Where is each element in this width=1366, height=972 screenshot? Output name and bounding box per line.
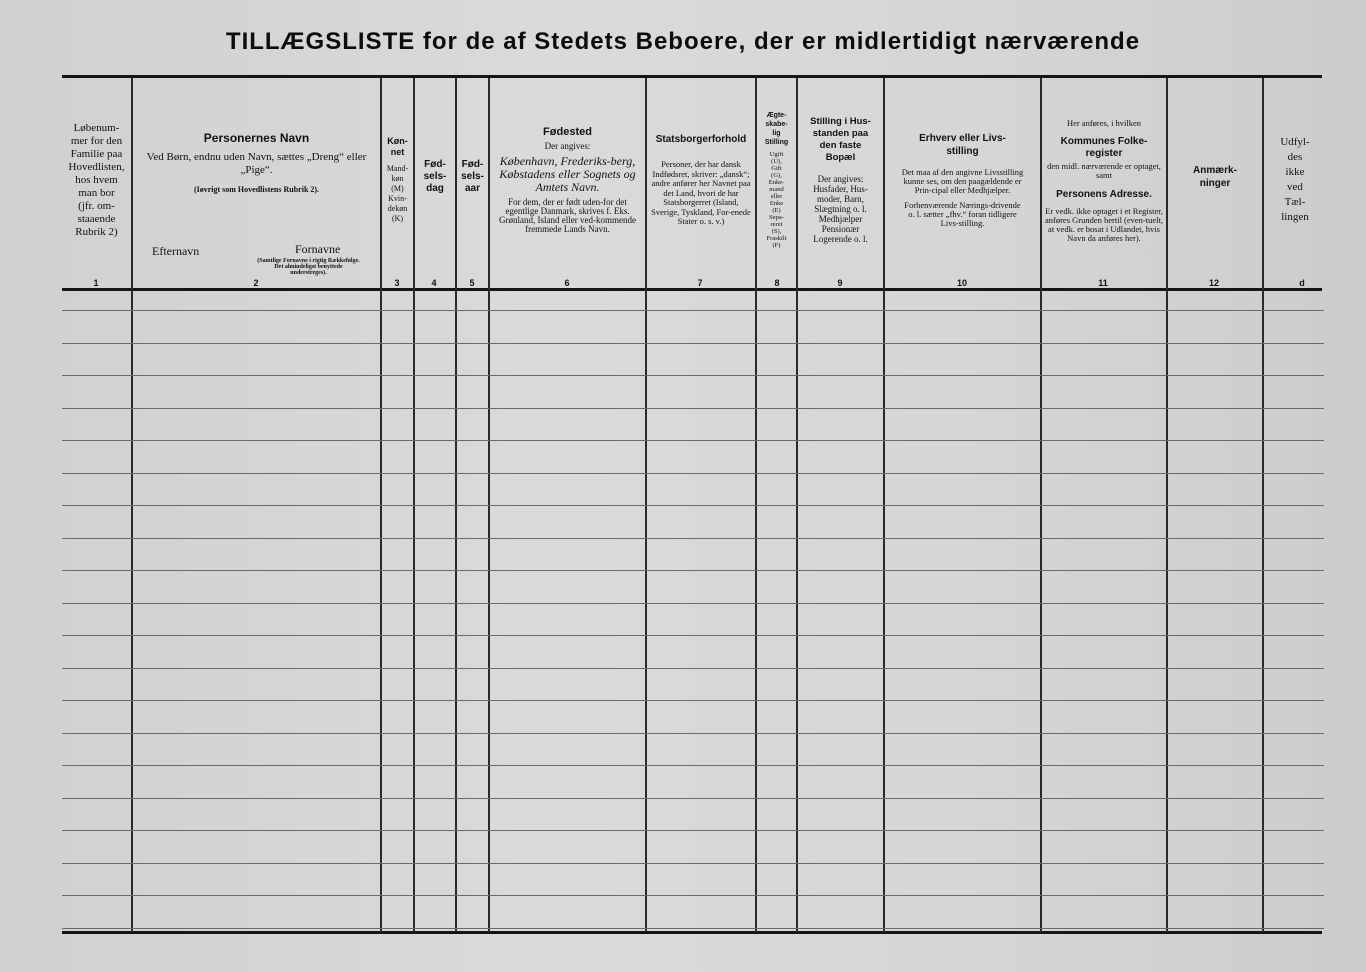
- col7-number: 7: [697, 278, 703, 288]
- row-line: [62, 635, 1324, 636]
- cold-header: [1264, 82, 1326, 278]
- col10-text1: Det maa af den angivne Livsstilling kunne ses, om den paagældende er Prin-cipal eller Medhjælper.: [901, 167, 1024, 195]
- col5-number: 5: [469, 278, 475, 288]
- row-line: [62, 668, 1324, 669]
- col6-header: [490, 82, 645, 278]
- col4-header: [415, 82, 455, 278]
- header-rule: [62, 288, 1322, 291]
- col11-number: 11: [1098, 278, 1108, 288]
- col12-number: 12: [1208, 278, 1219, 288]
- row-line: [62, 863, 1324, 864]
- col12-title: Anmærk- ninger: [1193, 165, 1237, 189]
- row-line: [62, 408, 1324, 409]
- col8-title: Ægte- skabe- lig Stilling: [764, 112, 789, 146]
- row-line: [62, 895, 1324, 896]
- col11-text: Er vedk. ikke optaget i et Register, anføres Grunden hertil (even-tuelt, at vedk. er bosat i Udlandet, hvis Navn da anføres her).: [1044, 205, 1163, 243]
- row-line: [62, 830, 1324, 831]
- col1-header: [62, 82, 131, 278]
- col1-text: Løbenum- mer for den Familie paa Hovedlisten, hos hvem man bor (jfr. om- staaende Rubrik 2): [68, 121, 125, 238]
- col3-header: [382, 82, 413, 278]
- col2-sub-fornavne-note: (Samtlige Fornavne i rigtig Rækkefølge. Det almindeligst benyttede understreges).: [257, 258, 360, 276]
- top-rule: [62, 75, 1322, 78]
- col6-text2: København, Frederiks-berg, Købstadens eller Sognets og Amtets Navn.: [499, 154, 636, 194]
- col7-header: [647, 82, 755, 278]
- cold-number: d: [1299, 278, 1305, 288]
- col9-number: 9: [837, 278, 843, 288]
- col11-mid: den midl. nærværende er optaget, samt: [1047, 160, 1161, 180]
- cold-text: Udfyl- des ikke ved Tæl- lingen: [1280, 136, 1310, 223]
- col8-header: [757, 82, 796, 278]
- col3-title: Køn- net: [387, 136, 408, 157]
- col9-title: Stilling i Hus- standen paa den faste Bopæl: [810, 116, 871, 163]
- row-line: [62, 473, 1324, 474]
- col9-text: Der angives: Husfader, Hus- moder, Barn, Slægtning o. l. Medhjælper Pensionær Logerende o. l.: [813, 174, 868, 244]
- col1-number: 1: [93, 278, 99, 288]
- col7-title: Statsborgerforhold: [655, 134, 747, 146]
- col4-number: 4: [431, 278, 437, 288]
- col2-sub-efternavn: Efternavn: [152, 244, 200, 258]
- col4-title: Fød- sels- dag: [423, 159, 447, 194]
- row-line: [62, 440, 1324, 441]
- col8-number: 8: [774, 278, 780, 288]
- col8-text: Ugift (U), Gift (G), Enke- mand eller Enke (E) Sepa- reret (S), Fraskilt (F): [766, 151, 787, 249]
- row-line: [62, 375, 1324, 376]
- bottom-rule: [62, 931, 1322, 934]
- col6-text4: Grønland, Island eller ved-kommende fremmede Lands Navn.: [499, 215, 636, 234]
- row-line: [62, 765, 1324, 766]
- col10-text2: Forhenværende Nærings-drivende o. l. sætter „fhv.“ foran tidligere Livs-stilling.: [904, 200, 1021, 228]
- col10-title: Erhverv eller Livs- stilling: [919, 133, 1006, 157]
- col6-title: Fødested: [543, 126, 592, 138]
- row-line: [62, 733, 1324, 734]
- col11-title2: Personens Adresse.: [1056, 188, 1152, 200]
- col3-number: 3: [394, 278, 400, 288]
- col6-text1: Der angives:: [544, 141, 591, 151]
- col11-title: Kommunes Folke- register: [1060, 135, 1148, 159]
- col2-note: Ved Børn, endnu uden Navn, sættes „Dreng“ eller „Pige“.: [146, 151, 367, 176]
- col5-title: Fød- sels- aar: [461, 159, 484, 194]
- col2-note2: (Iøvrigt som Hovedlistens Rubrik 2).: [193, 185, 320, 194]
- row-line: [62, 603, 1324, 604]
- col10-header: [885, 82, 1040, 278]
- col10-number: 10: [956, 278, 967, 288]
- row-line: [62, 343, 1324, 344]
- col7-text: Personer, der har dansk Indfødsret, skriver: „dansk“; andre anfører her Navnet paa det Land, hvori de har Statsborgerret (Island, Sverige, Tyskland, For-enede Stater o. s. v.): [651, 159, 751, 227]
- row-line: [62, 310, 1324, 311]
- col9-header: [798, 82, 883, 278]
- row-line: [62, 570, 1324, 571]
- row-line: [62, 798, 1324, 799]
- col11-header: [1042, 82, 1166, 278]
- row-line: [62, 700, 1324, 701]
- col6-text3: For dem, der er født uden-for det egentlige Danmark, skrives f. Eks.: [505, 197, 630, 216]
- row-line: [62, 538, 1324, 539]
- col6-number: 6: [564, 278, 570, 288]
- col2-sub-fornavne: Fornavne: [295, 242, 341, 256]
- col2-title: Personernes Navn: [203, 131, 310, 145]
- col12-header: [1168, 82, 1262, 278]
- col3-text: Mand- køn (M) Kvin- dekøn (K): [386, 164, 409, 223]
- col2-number: 2: [253, 278, 259, 288]
- row-line: [62, 928, 1324, 929]
- page-title: TILLÆGSLISTE for de af Stedets Beboere, der er midlertidigt nærværende: [225, 28, 1141, 55]
- col5-header: [457, 82, 488, 278]
- row-line: [62, 505, 1324, 506]
- col11-top: Her anføres, i hvilken: [1066, 117, 1142, 128]
